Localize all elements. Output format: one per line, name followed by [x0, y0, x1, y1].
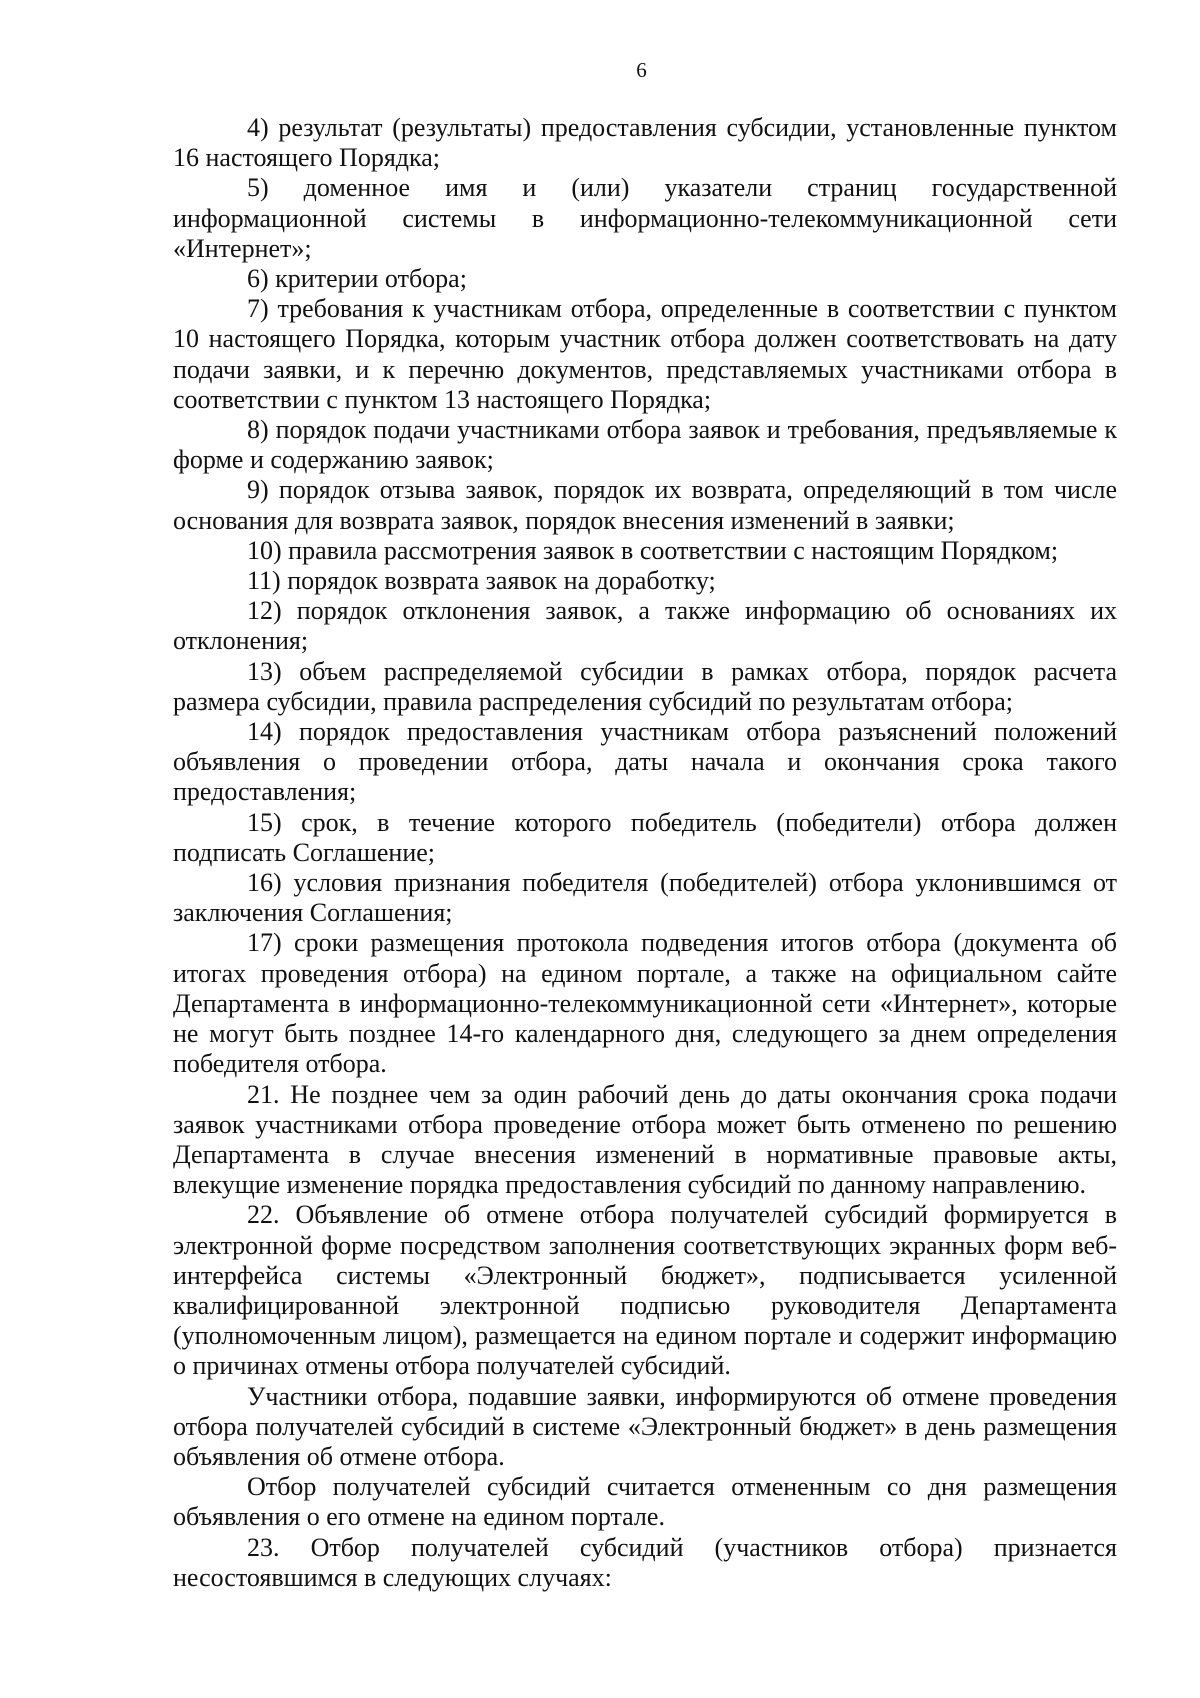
- list-item-7-requirements: 7) требования к участникам отбора, определенные в соответствии с пунктом 10 настоящего Порядка, которым участник отбора должен соответствовать на дату подачи заявки, и к перечню документов, представляемых участниками отбора в соответствии с пунктом 13 настоящего Порядка;: [173, 294, 1117, 414]
- list-item-8-submission-order: 8) порядок подачи участниками отбора заявок и требования, предъявляемые к форме и содержанию заявок;: [173, 415, 1117, 475]
- list-item-12-rejection-order: 12) порядок отклонения заявок, а также информацию об основаниях их отклонения;: [173, 596, 1117, 656]
- clause-22-cancellation-effective: Отбор получателей субсидий считается отмененным со дня размещения объявления о его отмене на едином портале.: [173, 1472, 1117, 1532]
- list-item-13-subsidy-volume: 13) объем распределяемой субсидии в рамках отбора, порядок расчета размера субсидии, правила распределения субсидий по результатам отбора;: [173, 656, 1117, 716]
- list-item-16-evasion-conditions: 16) условия признания победителя (победителей) отбора уклонившимся от заключения Соглашения;: [173, 868, 1117, 928]
- list-item-6-criteria: 6) критерии отбора;: [247, 264, 467, 294]
- clause-22-participants-notice: Участники отбора, подавшие заявки, информируются об отмене проведения отбора получателей субсидий в системе «Электронный бюджет» в день размещения объявления об отмене отбора.: [173, 1381, 1117, 1471]
- list-item-15-signing-term: 15) срок, в течение которого победитель (победители) отбора должен подписать Соглашение;: [173, 807, 1117, 867]
- list-item-9-withdrawal-order: 9) порядок отзыва заявок, порядок их возврата, определяющий в том числе основания для возврата заявок, порядок внесения изменений в заявки;: [173, 475, 1117, 535]
- document-body: [173, 113, 1117, 1593]
- clause-22: 22. Объявление об отмене отбора получателей субсидий формируется в электронной форме посредством заполнения соответствующих экранных форм веб-интерфейса системы «Электронный бюджет», подписывается усиленной квалифицированной электронной подписью руководителя Департамента (уполномоченным лицом), размещается на едином портале и содержит информацию о причинах отмены отбора получателей субсидий.: [173, 1200, 1117, 1381]
- clause-23: 23. Отбор получателей субсидий (участников отбора) признается несостоявшимся в следующих случаях:: [173, 1532, 1117, 1592]
- list-item-17-protocol-terms: 17) сроки размещения протокола подведения итогов отбора (документа об итогах проведения отбора) на едином портале, а также на официальном сайте Департамента в информационно-телекоммуникационной сети «Интернет», которые не могут быть позднее 14-го календарного дня, следующего за днем определения победителя отбора.: [173, 928, 1117, 1079]
- clause-21: 21. Не позднее чем за один рабочий день до даты окончания срока подачи заявок участниками отбора проведение отбора может быть отменено по решению Департамента в случае внесения изменений в нормативные правовые акты, влекущие изменение порядка предоставления субсидий по данному направлению.: [173, 1079, 1117, 1200]
- list-item-5-domain-name: 5) доменное имя и (или) указатели страниц государственной информационной системы в информационно-телекоммуникационной сети «Интернет»;: [173, 173, 1117, 263]
- list-item-4-result: 4) результат (результаты) предоставления субсидии, установленные пунктом 16 настоящего Порядка;: [173, 113, 1117, 173]
- list-item-10-review-rules: 10) правила рассмотрения заявок в соответствии с настоящим Порядком;: [247, 535, 1059, 565]
- list-item-14-clarifications: 14) порядок предоставления участникам отбора разъяснений положений объявления о проведении отбора, даты начала и окончания срока такого предоставления;: [173, 717, 1117, 807]
- list-item-11-return-order: 11) порядок возврата заявок на доработку;: [247, 566, 716, 596]
- page-number: 6: [636, 58, 647, 82]
